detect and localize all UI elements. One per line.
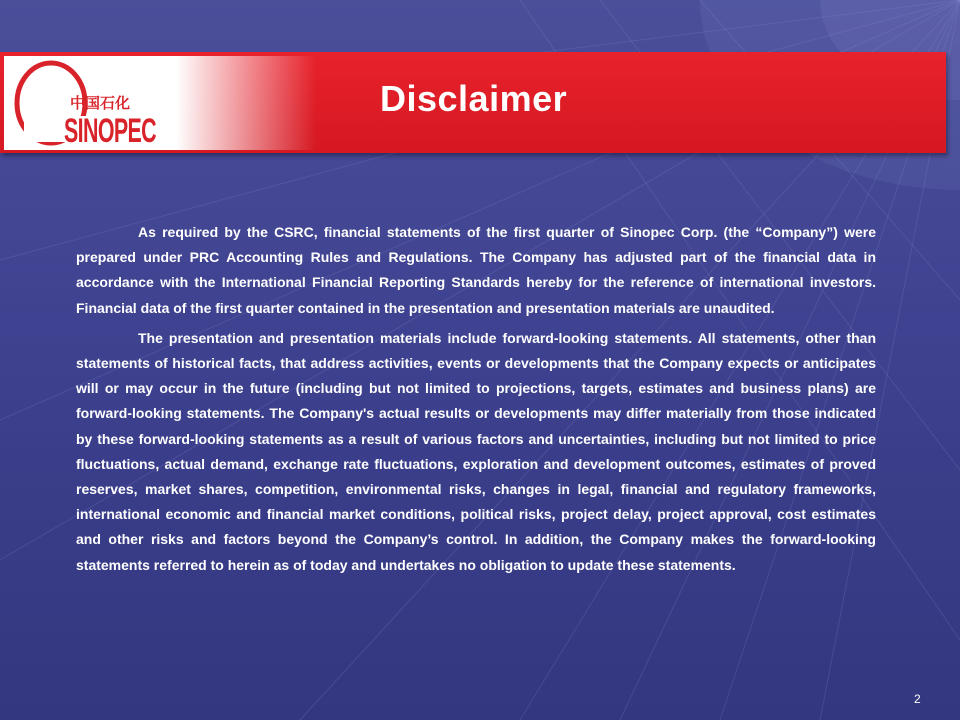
disclaimer-paragraph-1: As required by the CSRC, financial statements of the first quarter of Sinopec Corp. (the “Company”) were prepared under PRC Accounting Rules and Regulations. The Company has adjusted part of the financial data in accordance with the International Financial Reporting Standards hereby for the reference of international investors. Financial data of the first quarter contained in the presentation and presentation materials are unaudited. xyxy=(76,224,876,316)
logo-fade xyxy=(176,56,316,150)
sinopec-logo-graphic xyxy=(4,56,176,150)
svg-text:SINOPEC: SINOPEC xyxy=(64,112,157,150)
page-number: 2 xyxy=(914,692,921,706)
sinopec-logo xyxy=(4,56,176,150)
disclaimer-paragraph-2: The presentation and presentation materials include forward-looking statements. All statements, other than statements of historical facts, that address activities, events or developments that the Company expects or anticipates will or may occur in the future (including but not limited to projections, targets, estimates and business plans) are forward-looking statements. The Company's actual results or developments may differ materially from those indicated by these forward-looking statements as a result of various factors and uncertainties, including but not limited to price fluctuations, actual demand, exchange rate fluctuations, exploration and development outcomes, estimates of proved reserves, market shares, competition, environmental risks, changes in legal, financial and regulatory frameworks, international economic and financial market conditions, political risks, project delay, project approval, cost estimates and other risks and factors beyond the Company’s control. In addition, the Company makes the forward-looking statements referred to herein as of today and undertakes no obligation to update these statements. xyxy=(76,329,876,573)
disclaimer-body xyxy=(76,220,876,583)
svg-text:中国石化: 中国石化 xyxy=(70,94,131,112)
slide-title: Disclaimer xyxy=(380,78,568,119)
